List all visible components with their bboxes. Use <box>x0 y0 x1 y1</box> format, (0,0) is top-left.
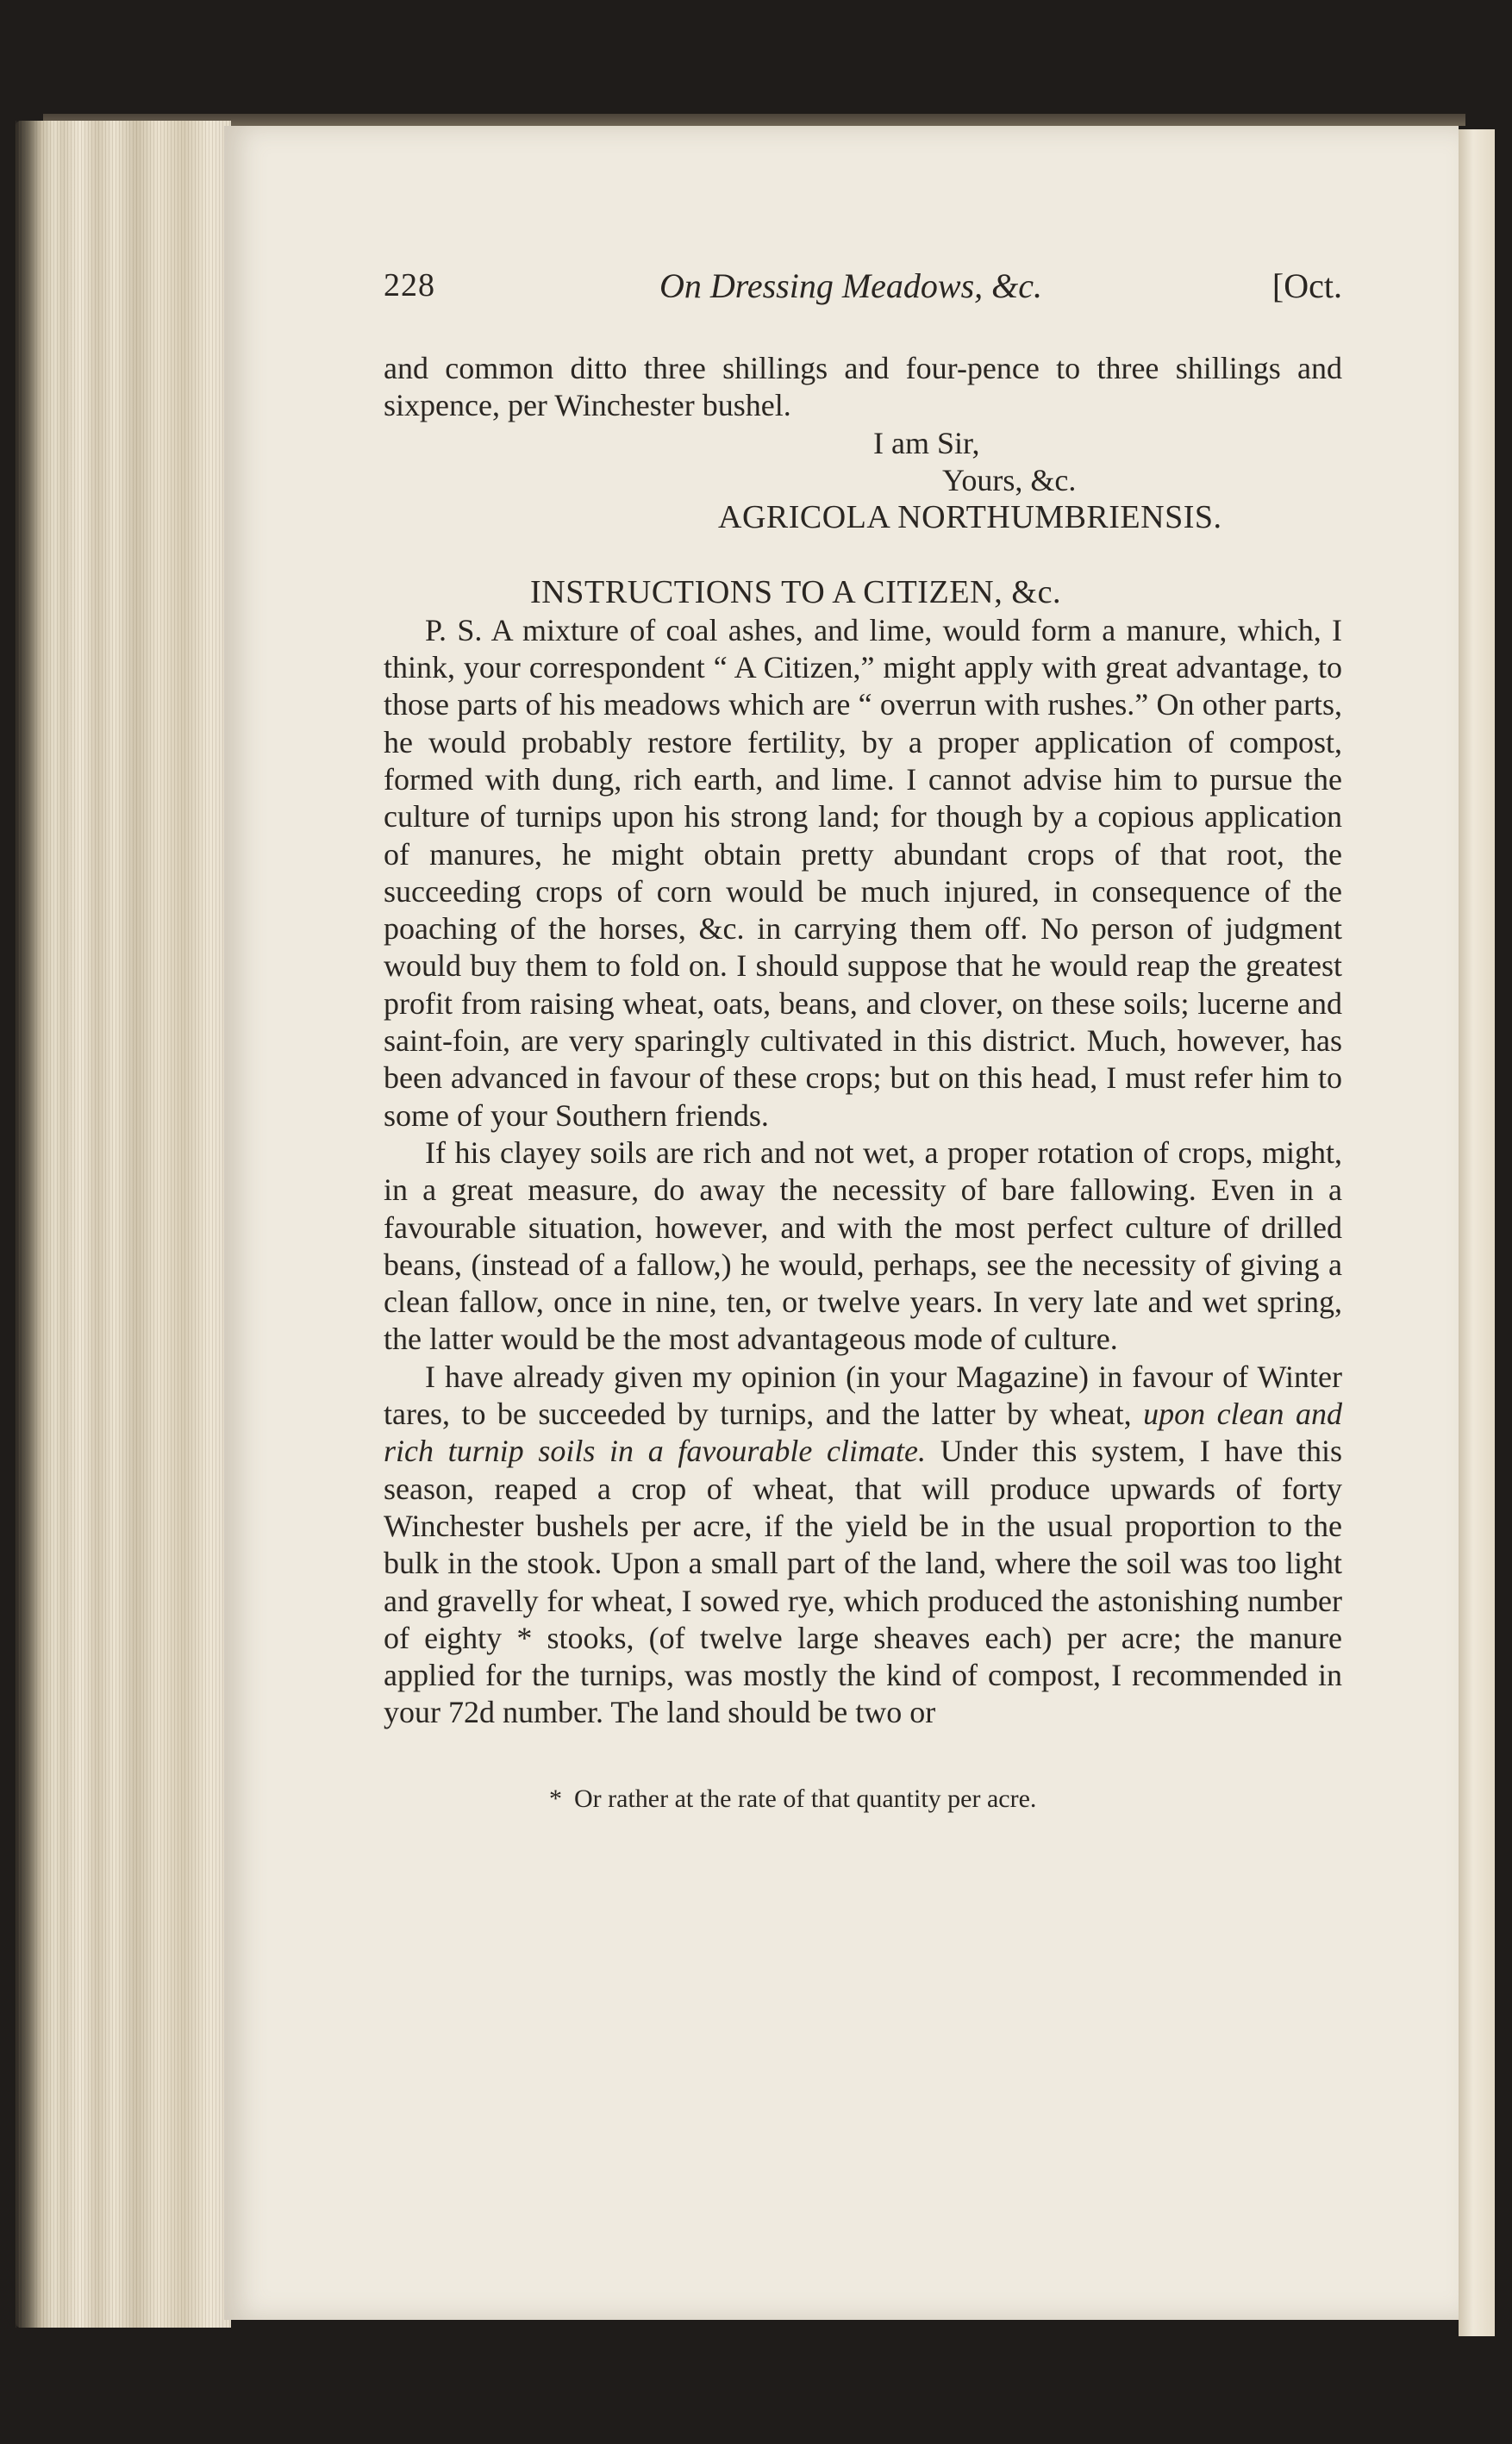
paragraph-3-italic: upon clean and rich turnip soils in a favourable climate. <box>384 1397 1343 1469</box>
paragraph-3-start: I have already given my opinion (in your Magazine) in favour of Winter tares, to be succeeded by turnips, and the latter by wheat, <box>384 1359 1342 1432</box>
section-marker: [Oct. <box>1271 266 1342 305</box>
running-header <box>384 267 1342 319</box>
facing-page-edge <box>1459 129 1495 2336</box>
page-content <box>384 267 1342 1817</box>
page-number: 228 <box>384 267 435 303</box>
footnote <box>384 1780 1342 1817</box>
letter-end-paragraph: and common ditto three shillings and four-pence to three shillings and sixpence, per Winchester bushel. <box>384 351 1342 423</box>
running-title: On Dressing Meadows, &c. <box>659 266 1043 305</box>
book-top-edge <box>43 114 1465 126</box>
body-paragraph-1: P. S. A mixture of coal ashes, and lime, would form a manure, which, I think, your correspondent “ A Citizen,” might apply with great advantage, to those parts of his meadows which are “ overrun with rushes.” On other parts, he would probably restore fertility, by a proper application of compost, formed with dung, rich earth, and lime. I cannot advise him to pursue the culture of turnips upon his strong land; for though by a copious application of manures, he might obtain pretty abundant crops of that root, the succeeding crops of corn would be much injured, in consequence of the poaching of the horses, &c. in carrying them off. No person of judgment would buy them to fold on. I should suppose that he would reap the greatest profit from raising wheat, oats, beans, and clover, on these soils; lucerne and saint-foin, are very sparingly cultivated in this district. Much, however, has been advanced in favour of these crops; but on this head, I must refer him to some of your Southern friends. <box>384 612 1342 1133</box>
body-paragraph-3 <box>384 1359 1342 1732</box>
body-paragraph-2: If his clayey soils are rich and not wet, a proper rotation of crops, might, in a great measure, do away the necessity of bare fallowing. Even in a favourable situation, however, and with the most perfect culture of drilled beans, (instead of a fallow,) he would, perhaps, see the necessity of giving a clean fallow, once in nine, ten, or twelve years. In very late and wet spring, the latter would be the most advantageous mode of culture. <box>384 1134 1342 1357</box>
book-page-edges <box>16 121 231 2328</box>
letter-closing <box>384 425 1342 537</box>
paragraph-3-end: Under this system, I have this season, reaped a crop of wheat, that will produce upwards of forty Winchester bushels per acre, if the yield be in the usual proportion to the bulk in the stook. Upon a small part of the land, where the soil was too light and gravelly for wheat, I sowed rye, which produced the astonishing number of eighty * stooks, (of twelve large sheaves each) per acre; the manure applied for the turnips, was mostly the kind of compost, I recommended in your 72d number. The land should be two or <box>384 1434 1342 1730</box>
valediction: Yours, &c. <box>942 462 1077 497</box>
footnote-mark: * <box>549 1784 562 1813</box>
footnote-text: Or rather at the rate of that quantity per acre. <box>574 1784 1037 1813</box>
signature: AGRICOLA NORTHUMBRIENSIS. <box>718 499 1222 536</box>
section-title: INSTRUCTIONS TO A CITIZEN, &c. <box>530 574 1062 611</box>
salutation: I am Sir, <box>873 425 980 460</box>
